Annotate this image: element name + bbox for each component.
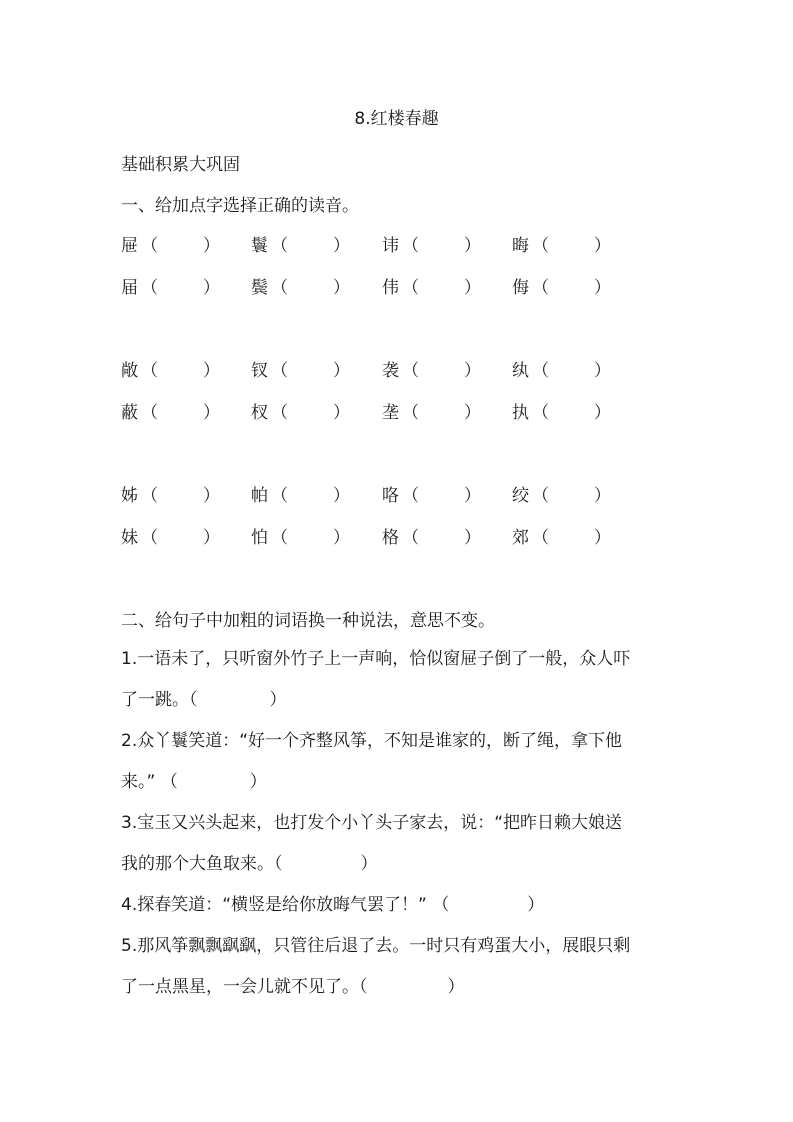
pinyin-item — [512, 398, 611, 423]
q2-item-2-close: ） — [249, 772, 267, 792]
character: 敞 — [121, 361, 138, 381]
pinyin-item — [121, 231, 220, 256]
q1-heading: 一、给加点字选择正确的读音。 — [121, 196, 359, 216]
answer-blank-open[interactable]: （ — [141, 236, 158, 256]
pinyin-item — [251, 398, 350, 423]
pinyin-item — [121, 481, 220, 506]
character: 绞 — [512, 486, 529, 506]
answer-blank-close: ） — [333, 403, 350, 423]
character: 郊 — [512, 528, 529, 548]
q2-item-2-line2: 来。” （ — [121, 772, 178, 792]
answer-blank-open[interactable]: （ — [141, 403, 158, 423]
answer-blank-open[interactable]: （ — [271, 486, 288, 506]
q2-item-1-line2: 了一跳。（ — [121, 690, 198, 710]
answer-blank-close: ） — [203, 361, 220, 381]
answer-blank-open[interactable]: （ — [532, 528, 549, 548]
section-heading: 基础积累大巩固 — [121, 155, 240, 175]
answer-blank-open[interactable]: （ — [532, 278, 549, 298]
answer-blank-open[interactable]: （ — [402, 236, 419, 256]
answer-blank-open[interactable]: （ — [532, 486, 549, 506]
q2-item-1-line1: 1.一语未了，只听窗外竹子上一声响，恰似窗屉子倒了一般，众人吓 — [121, 649, 631, 669]
character: 执 — [512, 403, 529, 423]
character: 垄 — [382, 403, 399, 423]
character: 姊 — [121, 486, 138, 506]
answer-blank-close: ） — [203, 236, 220, 256]
character: 晦 — [512, 236, 529, 256]
character: 纨 — [512, 361, 529, 381]
answer-blank-close: ） — [333, 236, 350, 256]
character: 怕 — [251, 528, 268, 548]
answer-blank-close: ） — [203, 486, 220, 506]
answer-blank-open[interactable]: （ — [402, 486, 419, 506]
pinyin-item — [121, 523, 220, 548]
pinyin-item — [382, 356, 481, 381]
answer-blank-close: ） — [464, 528, 481, 548]
answer-blank-close: ） — [464, 278, 481, 298]
pinyin-item — [512, 231, 611, 256]
character: 鬓 — [251, 278, 268, 298]
answer-blank-open[interactable]: （ — [402, 528, 419, 548]
pinyin-item — [512, 273, 611, 298]
pinyin-item — [251, 356, 350, 381]
answer-blank-open[interactable]: （ — [402, 278, 419, 298]
pinyin-item — [382, 398, 481, 423]
answer-blank-close: ） — [594, 486, 611, 506]
answer-blank-open[interactable]: （ — [532, 361, 549, 381]
q2-item-4-line1: 4.探春笑道：“横竖是给你放晦气罢了！” （ — [121, 895, 450, 915]
pinyin-item — [121, 356, 220, 381]
pinyin-item — [382, 481, 481, 506]
q2-item-5-line2: 了一点黑星，一会儿就不见了。（ — [121, 977, 368, 997]
answer-blank-close: ） — [333, 361, 350, 381]
answer-blank-close: ） — [464, 403, 481, 423]
answer-blank-close: ） — [203, 403, 220, 423]
character: 讳 — [382, 236, 399, 256]
q2-item-1-close: ） — [269, 690, 287, 710]
character: 屉 — [121, 236, 138, 256]
answer-blank-close: ） — [464, 486, 481, 506]
answer-blank-open[interactable]: （ — [271, 528, 288, 548]
answer-blank-open[interactable]: （ — [402, 403, 419, 423]
answer-blank-open[interactable]: （ — [141, 361, 158, 381]
answer-blank-open[interactable]: （ — [271, 236, 288, 256]
q2-item-3-line1: 3.宝玉又兴头起来，也打发个小丫头子家去，说：“把昨日赖大娘送 — [121, 813, 623, 833]
answer-blank-close: ） — [203, 278, 220, 298]
character: 咯 — [382, 486, 399, 506]
character: 帕 — [251, 486, 268, 506]
q2-item-3-close: ） — [360, 854, 378, 874]
q2-item-3-line2: 我的那个大鱼取来。（ — [121, 854, 283, 874]
answer-blank-open[interactable]: （ — [532, 403, 549, 423]
character: 钗 — [251, 361, 268, 381]
pinyin-item — [251, 273, 350, 298]
answer-blank-close: ） — [203, 528, 220, 548]
answer-blank-close: ） — [333, 528, 350, 548]
character: 侮 — [512, 278, 529, 298]
answer-blank-open[interactable]: （ — [141, 528, 158, 548]
page-title: 8.红楼春趣 — [354, 109, 439, 129]
character: 蔽 — [121, 403, 138, 423]
q2-item-3 — [121, 803, 681, 885]
pinyin-item — [251, 481, 350, 506]
q2-heading: 二、给句子中加粗的词语换一种说法，意思不变。 — [121, 611, 495, 631]
answer-blank-close: ） — [594, 361, 611, 381]
answer-blank-close: ） — [594, 278, 611, 298]
answer-blank-open[interactable]: （ — [271, 278, 288, 298]
pinyin-item — [121, 273, 220, 298]
character: 妹 — [121, 528, 138, 548]
answer-blank-close: ） — [464, 236, 481, 256]
character: 伟 — [382, 278, 399, 298]
answer-blank-close: ） — [464, 361, 481, 381]
answer-blank-open[interactable]: （ — [271, 361, 288, 381]
q2-item-5-line1: 5.那风筝飘飘飖飖，只管往后退了去。一时只有鸡蛋大小，展眼只剩 — [121, 936, 631, 956]
pinyin-item — [512, 356, 611, 381]
answer-blank-open[interactable]: （ — [141, 278, 158, 298]
q2-item-4 — [121, 885, 681, 926]
answer-blank-close: ） — [594, 528, 611, 548]
q2-item-2-line1: 2.众丫鬟笑道：“好一个齐整风筝，不知是谁家的，断了绳，拿下他 — [121, 731, 623, 751]
character: 袭 — [382, 361, 399, 381]
character: 鬟 — [251, 236, 268, 256]
q2-item-1 — [121, 639, 681, 721]
pinyin-item — [382, 231, 481, 256]
q2-item-4-close: ） — [527, 895, 545, 915]
pinyin-item — [512, 481, 611, 506]
q2-item-2 — [121, 721, 681, 803]
pinyin-item — [251, 523, 350, 548]
answer-blank-open[interactable]: （ — [141, 486, 158, 506]
character: 届 — [121, 278, 138, 298]
answer-blank-close: ） — [333, 278, 350, 298]
pinyin-item — [121, 398, 220, 423]
answer-blank-close: ） — [594, 403, 611, 423]
q2-item-5 — [121, 926, 681, 1008]
answer-blank-close: ） — [333, 486, 350, 506]
answer-blank-open[interactable]: （ — [271, 403, 288, 423]
answer-blank-close: ） — [594, 236, 611, 256]
character: 杈 — [251, 403, 268, 423]
character: 格 — [382, 528, 399, 548]
pinyin-item — [382, 273, 481, 298]
answer-blank-open[interactable]: （ — [402, 361, 419, 381]
answer-blank-open[interactable]: （ — [532, 236, 549, 256]
q2-item-5-close: ） — [447, 977, 465, 997]
pinyin-item — [512, 523, 611, 548]
pinyin-item — [251, 231, 350, 256]
pinyin-item — [382, 523, 481, 548]
